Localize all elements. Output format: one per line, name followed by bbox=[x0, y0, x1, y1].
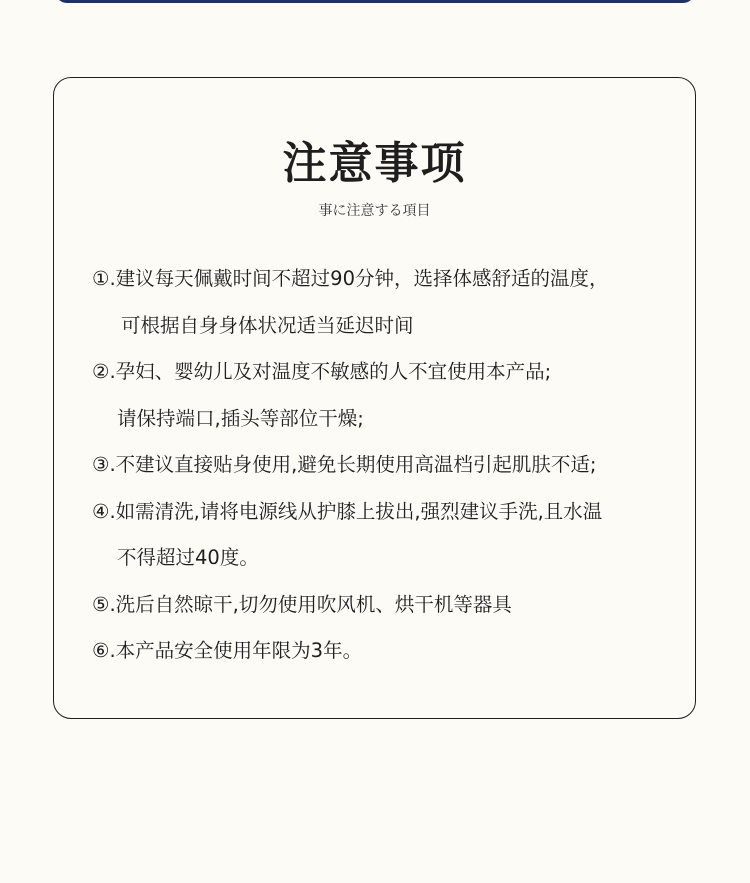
notice-card bbox=[53, 77, 696, 719]
note-line-5: ⑤.洗后自然晾干,切勿使用吹风机、烘干机等器具 bbox=[92, 592, 512, 616]
page-subtitle: 事に注意する項目 bbox=[318, 203, 431, 219]
note-line-6: ⑥.本产品安全使用年限为3年。 bbox=[92, 639, 363, 662]
note-line-2-continued: 请保持端口,插头等部位干燥; bbox=[117, 406, 364, 430]
top-banner-bar bbox=[55, 0, 695, 3]
note-line-4-continued: 不得超过40度。 bbox=[117, 546, 259, 569]
note-line-2: ②.孕妇、婴幼儿及对温度不敏感的人不宜使用本产品; bbox=[92, 360, 552, 383]
notes-list bbox=[92, 256, 692, 675]
note-line-3: ③.不建议直接贴身使用,避免长期使用高温档引起肌肤不适; bbox=[92, 453, 597, 476]
page-title: 注意事项 bbox=[282, 138, 467, 189]
note-line-1-continued: 可根据自身身体状况适当延迟时间 bbox=[121, 313, 414, 337]
note-line-1: ①.建议每天佩戴时间不超过90分钟，选择体感舒适的温度， bbox=[92, 267, 609, 290]
note-line-4: ④.如需清洗,请将电源线从护膝上拔出,强烈建议手洗,且水温 bbox=[92, 499, 603, 523]
